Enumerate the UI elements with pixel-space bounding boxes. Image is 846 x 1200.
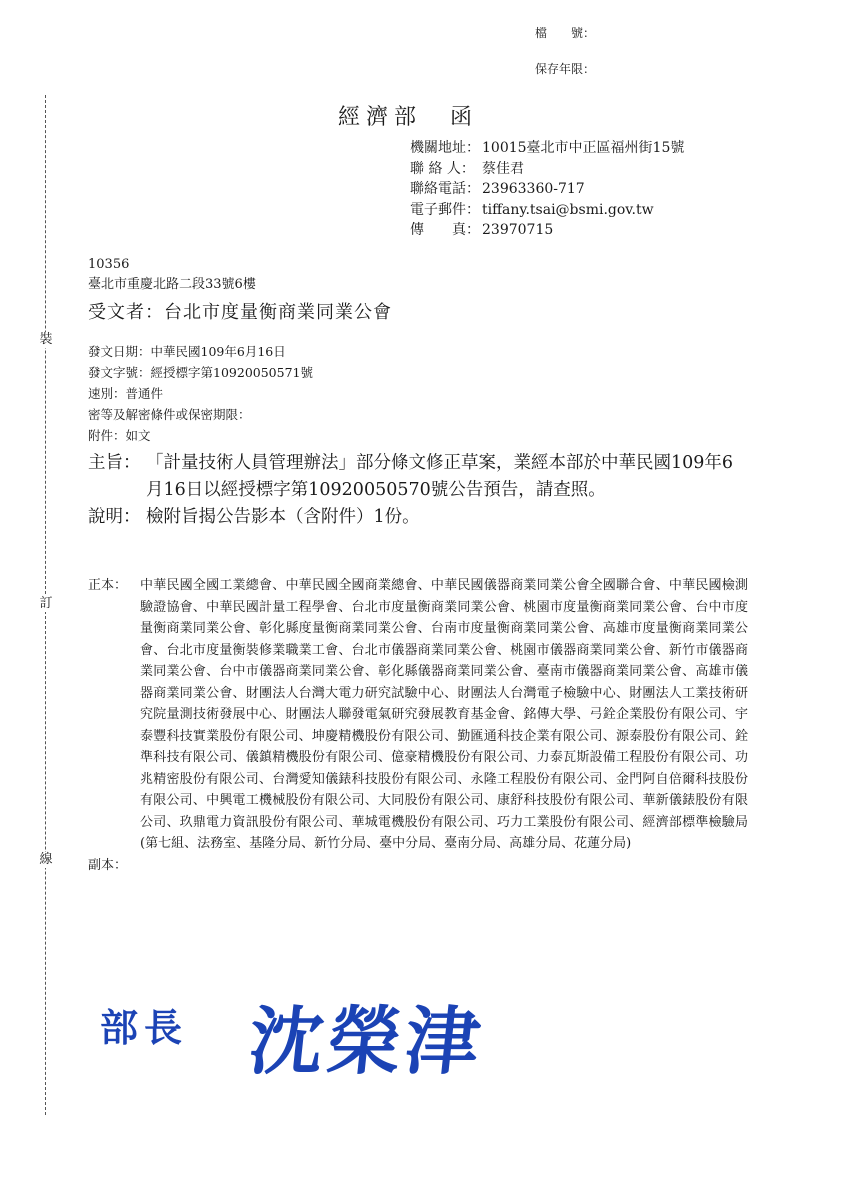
main-copy-label: 正本：	[88, 578, 128, 593]
signature-name: 沈榮津	[244, 999, 488, 1085]
contact-block	[410, 138, 684, 241]
contact-fax-row	[410, 220, 684, 241]
doc-number-label: 發文字號：	[88, 365, 151, 380]
doc-number-value: 經授標字第10920050571號	[150, 365, 313, 380]
explanation-row	[88, 504, 748, 531]
contact-person-row	[410, 159, 684, 180]
explanation-text: 檢附旨揭公告影本（含附件）1份。	[146, 507, 420, 527]
meta-speed-row	[88, 383, 313, 404]
signature-role: 部長	[100, 1005, 189, 1050]
email-value: tiffany.tsai@bsmi.gov.tw	[482, 201, 654, 218]
receiver-line	[88, 298, 392, 324]
binding-char-xian: 線	[39, 852, 53, 867]
address-label: 機關地址：	[410, 140, 480, 156]
carbon-copy-label: 副本：	[88, 857, 128, 873]
document-title: 經濟部 函	[338, 105, 479, 130]
secret-label: 密等及解密條件或保密期限：	[88, 407, 251, 422]
main-copy-recipients: 中華民國全國工業總會、中華民國全國商業總會、中華民國儀器商業同業公會全國聯合會、中華民國檢測驗證協會、中華民國計量工程學會、台北市度量衡商業同業公會、桃園市度量衡商業同業公會、台中市度量衡商業同業公會、彰化縣度量衡商業同業公會、台南市度量衡商業同業公會、高雄市度量衡商業同業公會、台北市度量衡裝修業職業工會、台北市儀器商業同業公會、桃園市儀器商業同業公會、新竹市儀器商業同業公會、台中市儀器商業同業公會、彰化縣儀器商業同業公會、臺南市儀器商業同業公會、高雄市儀器商業同業公會、財團法人台灣大電力研究試驗中心、財團法人台灣電子檢驗中心、財團法人工業技術研究院量測技術發展中心、財團法人聯發電氣研究發展教育基金會、銘傳大學、弓銓企業股份有限公司、宇泰豐科技實業股份有限公司、坤慶精機股份有限公司、勤匯通科技企業有限公司、源泰股份有限公司、銓準科技有限公司、儀鎮精機股份有限公司、億豪精機股份有限公司、力泰瓦斯設備工程股份有限公司、功兆精密股份有限公司、台灣愛知儀錶科技股份有限公司、永隆工程股份有限公司、金門阿自倍爾科技股份有限公司、中興電工機械股份有限公司、大同股份有限公司、康舒科技股份有限公司、華新儀錶股份有限公司、玖鼎電力資訊股份有限公司、華城電機股份有限公司、巧力工業股份有限公司、經濟部標準檢驗局(第七組、法務室、基隆分局、新竹分局、臺中分局、臺南分局、高雄分局、花蓮分局)	[140, 578, 748, 851]
fax-value: 23970715	[482, 222, 554, 238]
contact-address-row	[410, 138, 684, 159]
speed-label: 速別：	[88, 386, 126, 401]
main-copy-row	[88, 575, 748, 855]
fax-label: 傳 真：	[410, 222, 480, 238]
subject-row	[88, 450, 748, 504]
date-label: 發文日期：	[88, 344, 151, 359]
speed-value: 普通件	[125, 386, 164, 401]
main-content	[88, 450, 748, 531]
date-value: 中華民國109年6月16日	[150, 344, 286, 359]
attachment-label: 附件：	[88, 428, 126, 443]
file-number-label: 檔 號：	[535, 26, 596, 40]
meta-secret-row	[88, 404, 313, 425]
email-label: 電子郵件：	[410, 201, 480, 218]
carbon-copy-row	[88, 855, 748, 877]
receiver-value: 台北市度量衡商業同業公會	[164, 302, 392, 323]
phone-label: 聯絡電話：	[410, 181, 480, 197]
recipient-postcode: 10356	[88, 257, 130, 272]
attachment-value: 如文	[125, 428, 151, 443]
carbon-copy-recipients	[140, 855, 748, 877]
contact-email-row	[410, 200, 684, 221]
recipient-address: 臺北市重慶北路二段33號6樓	[88, 277, 256, 292]
subject-label: 主旨：	[88, 453, 141, 473]
subject-text: 「計量技術人員管理辦法」部分條文修正草案，業經本部於中華民國109年6月16日以經授標字第10920050570號公告預告，請查照。	[146, 453, 734, 500]
recipient-address-block	[88, 255, 256, 295]
explanation-label: 說明：	[88, 507, 141, 527]
address-value: 10015臺北市中正區福州街15號	[482, 140, 685, 156]
document-meta	[88, 341, 313, 446]
retention-label: 保存年限：	[535, 62, 596, 76]
distribution-list	[88, 575, 748, 876]
binding-char-ding: 訂	[39, 596, 53, 611]
phone-value: 23963360-717	[482, 181, 585, 197]
meta-attachment-row	[88, 425, 313, 446]
meta-number-row	[88, 362, 313, 383]
receiver-label: 受文者：	[88, 302, 164, 323]
meta-date-row	[88, 341, 313, 362]
person-value: 蔡佳君	[482, 160, 524, 177]
contact-phone-row	[410, 179, 684, 200]
person-label: 聯 絡 人：	[410, 160, 475, 177]
binding-char-zhuang: 裝	[39, 332, 53, 347]
